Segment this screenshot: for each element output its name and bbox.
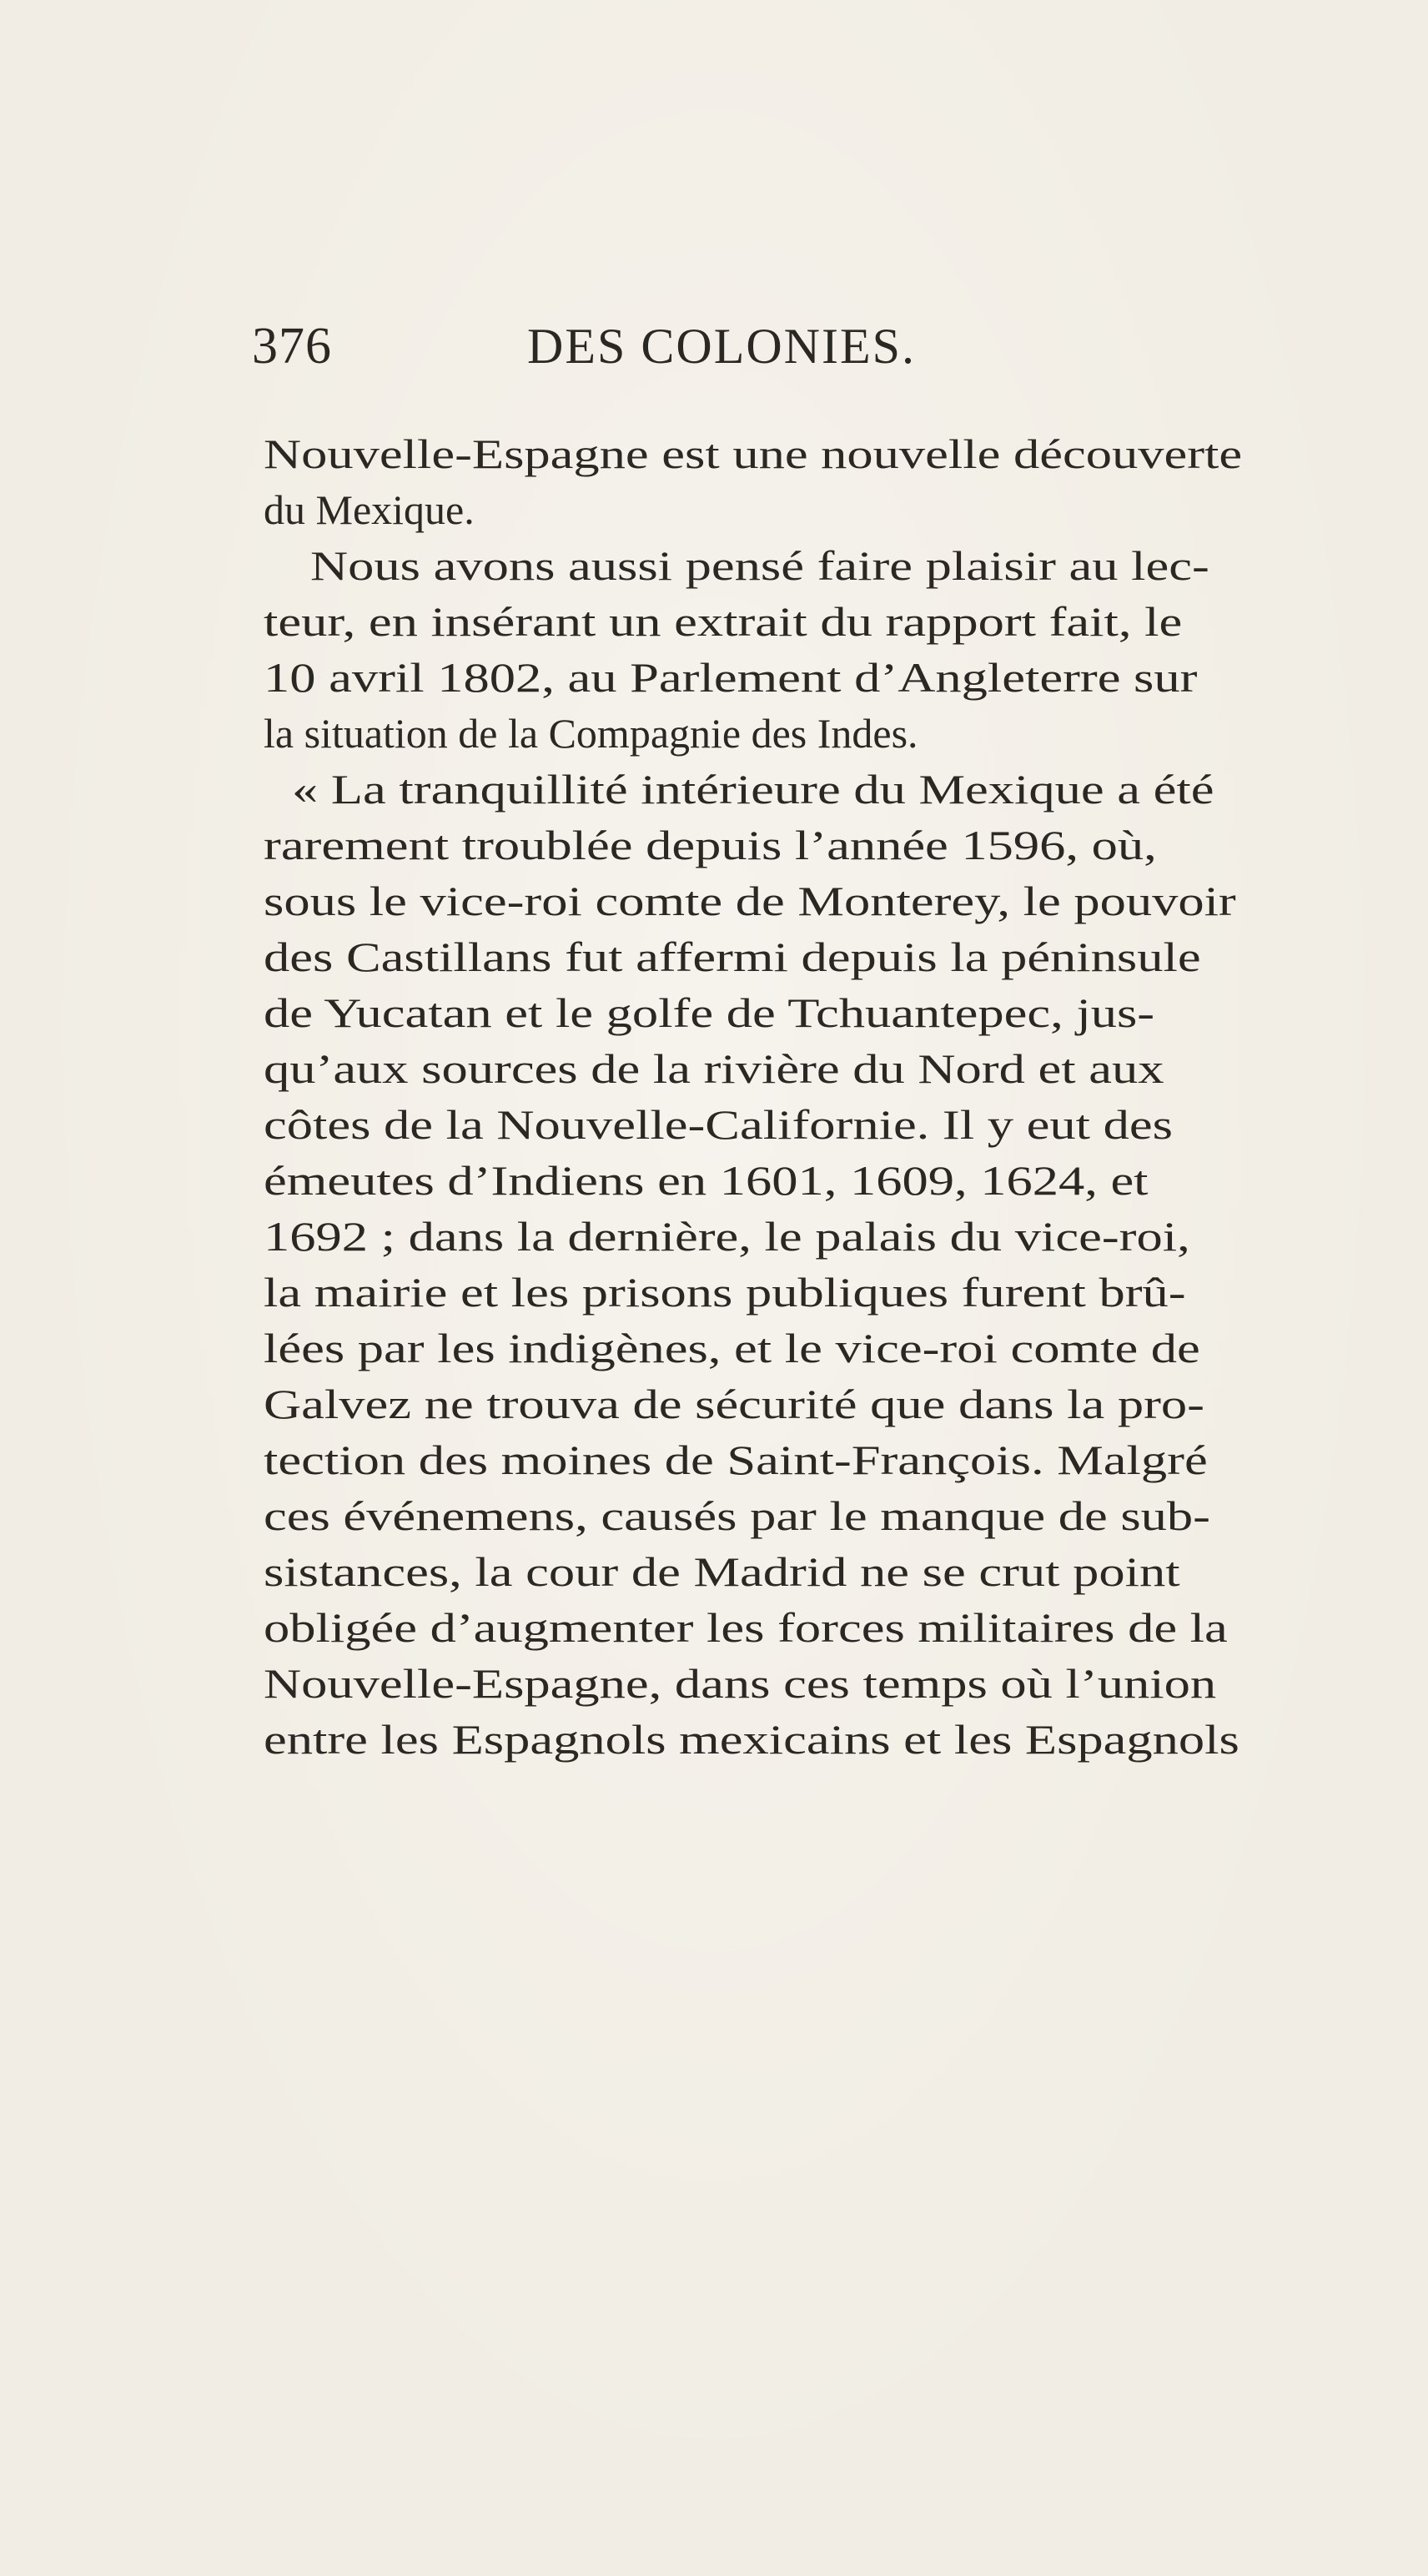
- text-line: 1692 ; dans la dernière, le palais du vice-roi,: [264, 1213, 1190, 1260]
- text-line: 10 avril 1802, au Parlement d’Angleterre sur: [264, 654, 1198, 701]
- text-line: Nouvelle-Espagne, dans ces temps où l’union: [264, 1660, 1217, 1707]
- text-line: tection des moines de Saint-François. Malgré: [264, 1436, 1208, 1483]
- text-line: teur, en insérant un extrait du rapport fait, le: [264, 598, 1183, 645]
- text-line: rarement troublée depuis l’année 1596, où,: [264, 822, 1157, 868]
- text-line: Nous avons aussi pensé faire plaisir au lec-: [310, 542, 1209, 589]
- text-line: côtes de la Nouvelle-Californie. Il y eut des: [264, 1101, 1173, 1148]
- text-line: « La tranquillité intérieure du Mexique a été: [292, 766, 1214, 813]
- text-line: Nouvelle-Espagne est une nouvelle découverte: [264, 430, 1243, 477]
- text-line: entre les Espagnols mexicains et les Espagnols: [264, 1716, 1239, 1763]
- text-line: ces événemens, causés par le manque de sub-: [264, 1492, 1210, 1539]
- text-line: lées par les indigènes, et le vice-roi comte de: [264, 1325, 1200, 1371]
- text-line: obligée d’augmenter les forces militaires de la: [264, 1604, 1228, 1651]
- text-line: la situation de la Compagnie des Indes.: [264, 710, 918, 757]
- text-line: sistances, la cour de Madrid ne se crut point: [264, 1548, 1180, 1595]
- text-line: du Mexique.: [264, 486, 475, 533]
- running-head: DES COLONIES.: [527, 319, 917, 374]
- text-line: Galvez ne trouva de sécurité que dans la pro-: [264, 1381, 1205, 1427]
- text-line: de Yucatan et le golfe de Tchuantepec, jus-: [264, 989, 1155, 1036]
- text-line: sous le vice-roi comte de Monterey, le pouvoir: [264, 878, 1236, 924]
- text-line: des Castillans fut affermi depuis la péninsule: [264, 933, 1201, 980]
- text-line: la mairie et les prisons publiques furent brû-: [264, 1269, 1186, 1316]
- text-line: émeutes d’Indiens en 1601, 1609, 1624, et: [264, 1157, 1149, 1204]
- text-line: qu’aux sources de la rivière du Nord et aux: [264, 1045, 1164, 1092]
- page-number: 376: [252, 318, 332, 375]
- page-header: [252, 309, 1253, 384]
